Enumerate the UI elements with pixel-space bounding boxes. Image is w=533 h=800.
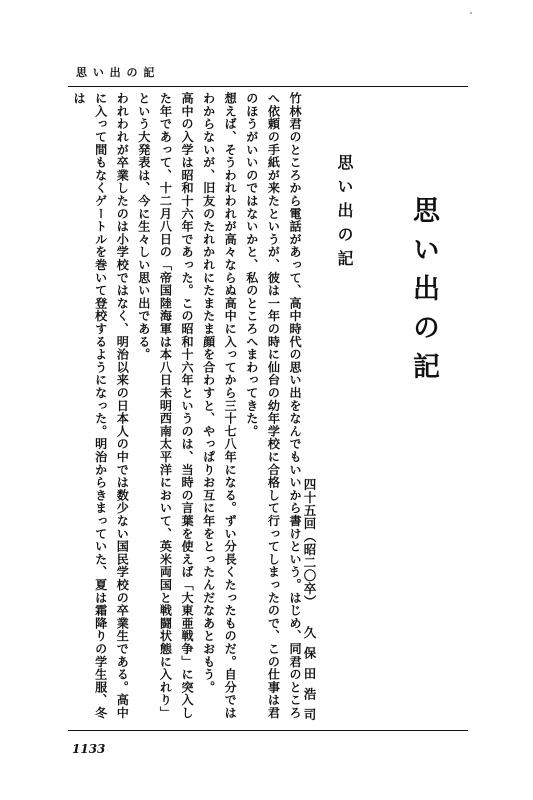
- body-paragraph: 想えば、そうわれわれが高々ならぬ高中に入ってから三十七八年になる。ずい分長くたったものだ。自分ではわからないが、旧友のたれかれにたまたま顔を合わすと、やっぱりお互に年をとったんだなあとおもう。: [201, 92, 238, 720]
- body-paragraph: われわれが卒業したのは小学校ではなく、明治以来の日本人の中では数少ない国民学校の卒業生である。高中に入って間もなくゲートルを巻いて登校するようになった。明治からきまっていた、夏は霜降りの学生服、冬は: [72, 92, 130, 720]
- byline-issue: 四十五回（昭二〇卒）: [302, 478, 317, 608]
- article-body: [67, 92, 305, 729]
- running-header: 思 い 出 の 記: [76, 66, 156, 79]
- article-title: 思い出の記: [408, 196, 439, 391]
- header-rule: [68, 86, 468, 87]
- page-number: 1133: [72, 742, 106, 756]
- byline-author: 久保田浩司: [302, 625, 317, 728]
- footer-rule: [68, 730, 468, 731]
- article-subtitle: 思い出の記: [335, 154, 354, 274]
- page-speck: [470, 12, 472, 14]
- body-paragraph: 竹林君のところから電話があって、高中時代の思い出をなんでもいいから書けという。はじめ、同君のところへ依頼の手紙が来たというが、彼は一年の時に仙台の幼年学校に合格して行ってしまったので、この仕事は君のほうがいいのではないかと、私のところへまわってきた。: [244, 92, 302, 720]
- body-paragraph: 高中の入学は昭和十六年であった。この昭和十六年というのは、当時の言葉を使えば「大東亜戦争」に突入した年であって、十二月八日の「帝国陸海軍は本八日未明西南太平洋において、英米両国と戦闘状態に入れり」という大発表は、今に生々しい思い出である。: [136, 92, 195, 720]
